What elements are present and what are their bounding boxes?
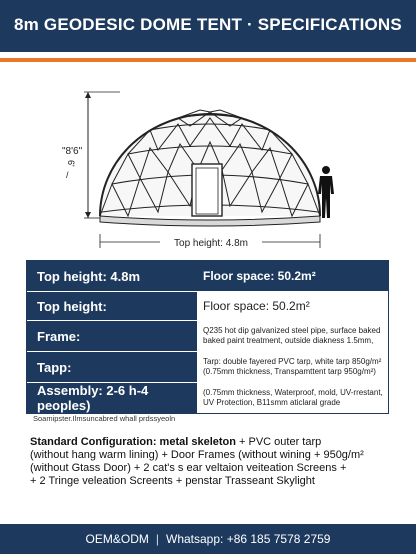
spec-label: Assembly: 2-6 h-4 peoples) [27,383,197,413]
spec-row [27,321,388,351]
height-label: "8'6" [62,146,83,157]
spec-label: Frame: [27,321,197,351]
footer-separator: | [155,532,159,546]
height-label-c: / [66,170,69,180]
spec-value: (0.75mm thickness, Waterproof, mold, UV-rrestant, UV Protection, B11smm aticlaral grade [203,388,383,407]
config-heading: Standard Configuration: metal skeleton [30,436,236,448]
spec-row [27,261,388,291]
spec-label: Tapp: [27,352,197,382]
config-line-1 [30,436,396,449]
config-line-3: (without Gtass Door) + 2 cat's s ear veltaion veiteation Screens + [30,461,347,474]
height-label-b: 6' [66,160,76,167]
spec-value: Floor space: 50.2m² [197,261,388,291]
footer-oem: OEM&ODM [85,532,149,546]
spec-label: Top height: 4.8m [27,261,197,291]
accent-stripe [0,58,416,62]
footer-bar [0,524,416,554]
config-line-1-rest: + PVC outer tarp [235,436,322,448]
spec-table [26,260,389,414]
config-line-4: + 2 Tringe veleation Screents + penstar Trasseant Skylight [30,474,315,487]
standard-configuration [30,436,396,488]
spec-row [27,383,388,413]
spec-row [27,292,388,320]
header-bar [0,0,416,52]
spec-label: Top height: [27,292,197,320]
page-title: 8m GEODESIC DOME TENT · SPECIFICATIONS [14,15,402,34]
dome-diagram [0,66,416,256]
spec-value: Floor space: 50.2m² [203,298,310,313]
table-note: Soamipster.Ilmsuncabred whall prdssyeoln [33,414,176,423]
footer-whatsapp[interactable]: Whatsapp: +86 185 7578 2759 [166,532,331,546]
spec-value: Tarp: double fayered PVC tarp, white tarp 850g/m² (0.75mm thickness, Transpamttent tarp 950g/m²) [203,357,382,376]
top-height-label: Top height: 4.8m [174,238,248,249]
spec-value: Q235 hot dip galvanized steel pipe, surface baked baked paint treatment, outside diakness 1.5mm, [203,326,381,345]
spec-row [27,352,388,382]
config-line-2: (without hang warm lining) + Door Frames (without wining + 950g/m² [30,448,364,461]
